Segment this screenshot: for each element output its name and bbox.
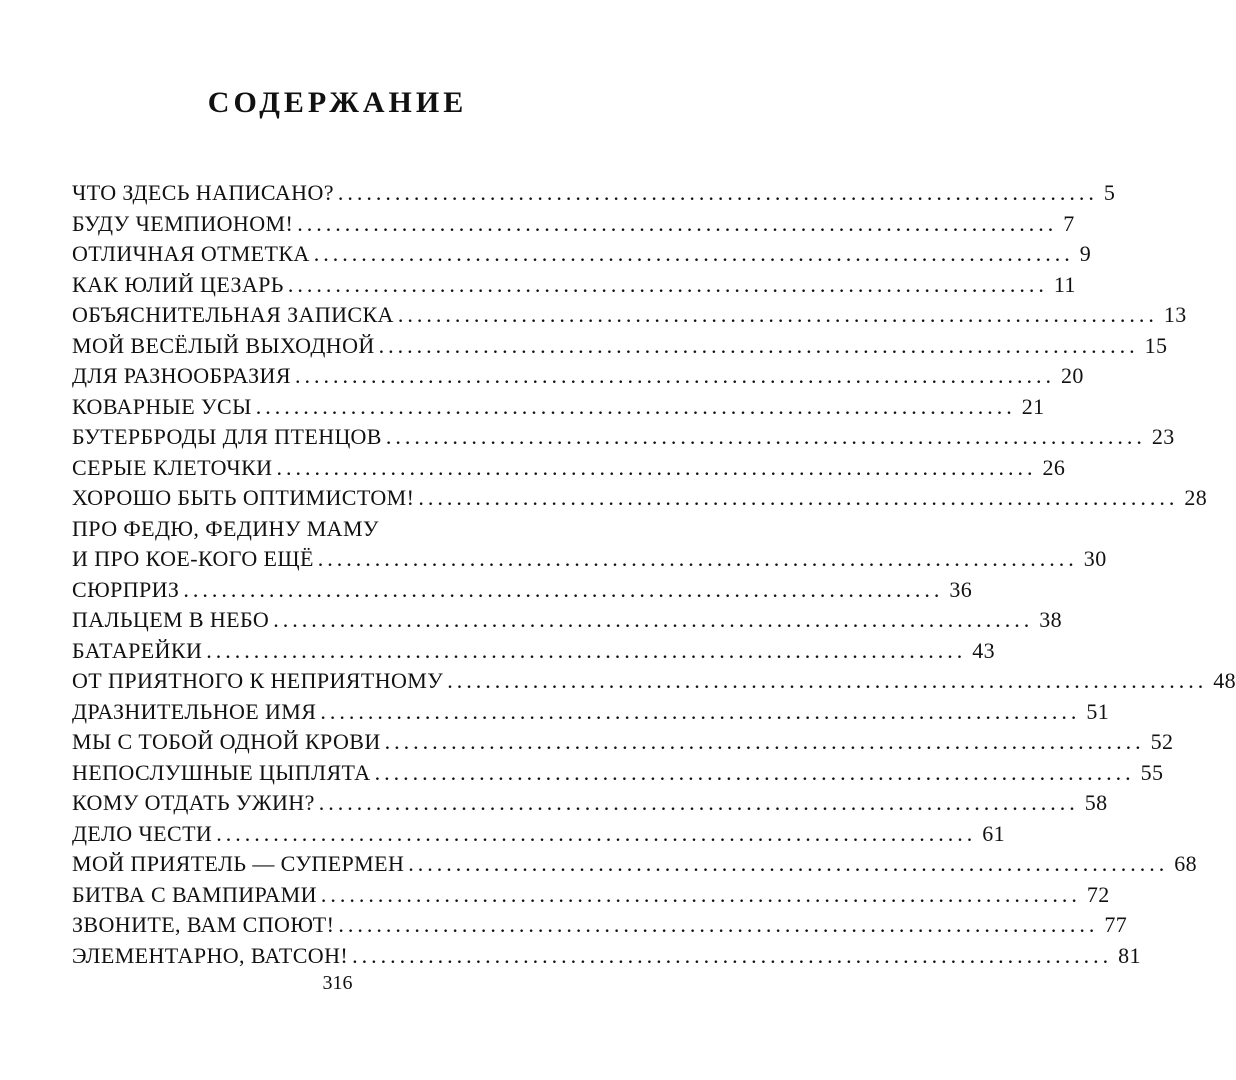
toc-entry <box>72 605 1062 636</box>
toc-entry-title: БУТЕРБРОДЫ ДЛЯ ПТЕНЦОВ <box>72 424 382 449</box>
toc-entry-page: 7 <box>1063 210 1075 236</box>
toc-entry-page: 48 <box>1213 668 1236 693</box>
toc-entry-title: КОВАРНЫЕ УСЫ <box>72 393 252 419</box>
toc-entry <box>72 666 1236 697</box>
page-number: 316 <box>322 972 353 994</box>
toc-entry-title: ОБЪЯСНИТЕЛЬНАЯ ЗАПИСКА <box>72 302 394 327</box>
toc-entry-page: 68 <box>1174 851 1198 876</box>
toc-entry-page: 23 <box>1151 424 1175 449</box>
dot-leader: ................................................................................ <box>374 759 1135 785</box>
dot-leader: ................................................................................ <box>255 393 1016 419</box>
dot-leader: ................................................................................ <box>418 485 1179 510</box>
toc-entry-title: МЫ С ТОБОЙ ОДНОЙ КРОВИ <box>72 729 381 754</box>
toc-entry-title: БУДУ ЧЕМПИОНОМ! <box>72 210 294 236</box>
toc-entry-page: 30 <box>1083 546 1107 571</box>
toc-entry-page: 43 <box>972 637 996 663</box>
dot-leader: ................................................................................ <box>276 454 1037 480</box>
toc-entry <box>72 483 1208 514</box>
toc-entry-title: ОТЛИЧНАЯ ОТМЕТКА <box>72 241 310 266</box>
dot-leader: ................................................................................ <box>318 790 1079 815</box>
toc-entry-page: 38 <box>1039 607 1062 632</box>
toc-entry-page: 13 <box>1163 302 1187 327</box>
toc-entry <box>72 788 1108 819</box>
dot-leader: ................................................................................ <box>320 881 1081 907</box>
toc-entry-title: ОТ ПРИЯТНОГО К НЕПРИЯТНОМУ <box>72 668 444 693</box>
toc-entry <box>72 849 1198 880</box>
toc-entry-page: 77 <box>1104 912 1128 937</box>
dot-leader: ................................................................................ <box>183 576 944 602</box>
toc-entry-title: ЧТО ЗДЕСЬ НАПИСАНО? <box>72 180 334 205</box>
toc-entry-title: МОЙ ПРИЯТЕЛЬ — СУПЕРМЕН <box>72 851 405 876</box>
dot-leader: ................................................................................ <box>313 241 1074 266</box>
toc-entry <box>72 544 1107 575</box>
toc-entry <box>72 331 1168 362</box>
dot-leader: ................................................................................ <box>273 607 1034 632</box>
toc-entry-page: 28 <box>1184 485 1208 510</box>
dot-leader: ................................................................................ <box>216 820 977 846</box>
toc-entry-title: БИТВА С ВАМПИРАМИ <box>72 881 317 907</box>
toc-entry-page: 81 <box>1118 942 1141 968</box>
dot-leader: ................................................................................ <box>408 851 1169 876</box>
dot-leader: ................................................................................ <box>317 546 1078 571</box>
toc-entry-title: СЮРПРИЗ <box>72 576 180 602</box>
toc-entry-page: 15 <box>1144 332 1168 358</box>
toc-entry <box>72 575 973 606</box>
toc-entry-page: 9 <box>1079 241 1092 266</box>
toc-entry-page: 58 <box>1084 790 1108 815</box>
toc-entry-page: 52 <box>1150 729 1174 754</box>
table-of-contents <box>72 178 1236 971</box>
toc-entry <box>72 697 1110 728</box>
toc-entry <box>72 422 1175 453</box>
toc-entry-title: ПАЛЬЦЕМ В НЕБО <box>72 607 270 632</box>
dot-leader: ................................................................................ <box>384 729 1145 754</box>
toc-entry-title: БАТАРЕЙКИ <box>72 637 203 663</box>
dot-leader: ................................................................................ <box>297 210 1058 236</box>
toc-entry <box>72 910 1128 941</box>
toc-entry-page: 21 <box>1021 393 1045 419</box>
toc-entry <box>72 209 1075 240</box>
toc-entry <box>72 758 1164 789</box>
toc-entry-page: 26 <box>1042 454 1066 480</box>
toc-entry-title: КОМУ ОТДАТЬ УЖИН? <box>72 790 315 815</box>
dot-leader: ................................................................................ <box>447 668 1208 693</box>
toc-entry-title: ДРАЗНИТЕЛЬНОЕ ИМЯ <box>72 698 317 724</box>
dot-leader: ................................................................................ <box>352 942 1113 968</box>
toc-entry-page: 55 <box>1140 759 1164 785</box>
toc-entry <box>72 239 1092 270</box>
dot-leader: ................................................................................ <box>206 637 967 663</box>
toc-entry-title: СЕРЫЕ КЛЕТОЧКИ <box>72 454 273 480</box>
toc-entry-title: ХОРОШО БЫТЬ ОПТИМИСТОМ! <box>72 485 415 510</box>
toc-entry-title: НЕПОСЛУШНЫЕ ЦЫПЛЯТА <box>72 759 371 785</box>
toc-entry-page: 11 <box>1053 271 1076 297</box>
toc-entry <box>72 453 1066 484</box>
toc-entry-page: 61 <box>982 820 1006 846</box>
page-title: СОДЕРЖАНИЕ <box>207 86 468 119</box>
dot-leader: ................................................................................ <box>337 180 1098 205</box>
toc-entry-page: 51 <box>1086 698 1110 724</box>
toc-entry <box>72 727 1174 758</box>
toc-entry-page: 36 <box>949 576 973 602</box>
dot-leader: ................................................................................ <box>287 271 1048 297</box>
dot-leader: ................................................................................ <box>294 363 1055 388</box>
toc-entry-page: 20 <box>1060 363 1084 388</box>
toc-entry-page: 5 <box>1103 180 1116 205</box>
toc-entry <box>72 819 1006 850</box>
toc-entry-title: КАК ЮЛИЙ ЦЕЗАРЬ <box>72 271 284 297</box>
toc-entry <box>72 941 1141 972</box>
toc-entry-title: ДЛЯ РАЗНООБРАЗИЯ <box>72 363 291 388</box>
toc-entry-page: 72 <box>1086 881 1110 907</box>
toc-entry <box>72 270 1076 301</box>
dot-leader: ................................................................................ <box>320 698 1081 724</box>
toc-entry <box>72 361 1084 392</box>
toc-entry-title: ПРО ФЕДЮ, ФЕДИНУ МАМУ <box>72 515 379 541</box>
toc-entry-title: МОЙ ВЕСЁЛЫЙ ВЫХОДНОЙ <box>72 332 375 358</box>
toc-entry <box>72 880 1110 911</box>
toc-entry <box>72 178 1116 209</box>
toc-entry <box>72 514 600 545</box>
toc-entry-title: ЗВОНИТЕ, ВАМ СПОЮТ! <box>72 912 335 937</box>
dot-leader: ................................................................................ <box>397 302 1158 327</box>
toc-entry <box>72 300 1187 331</box>
dot-leader: ................................................................................ <box>378 332 1139 358</box>
toc-entry-title: ДЕЛО ЧЕСТИ <box>72 820 213 846</box>
toc-entry <box>72 392 1045 423</box>
dot-leader: ................................................................................ <box>385 424 1146 449</box>
toc-entry <box>72 636 996 667</box>
dot-leader: ................................................................................ <box>338 912 1099 937</box>
toc-entry-title: И ПРО КОЕ-КОГО ЕЩЁ <box>72 546 314 571</box>
toc-entry-title: ЭЛЕМЕНТАРНО, ВАТСОН! <box>72 942 349 968</box>
